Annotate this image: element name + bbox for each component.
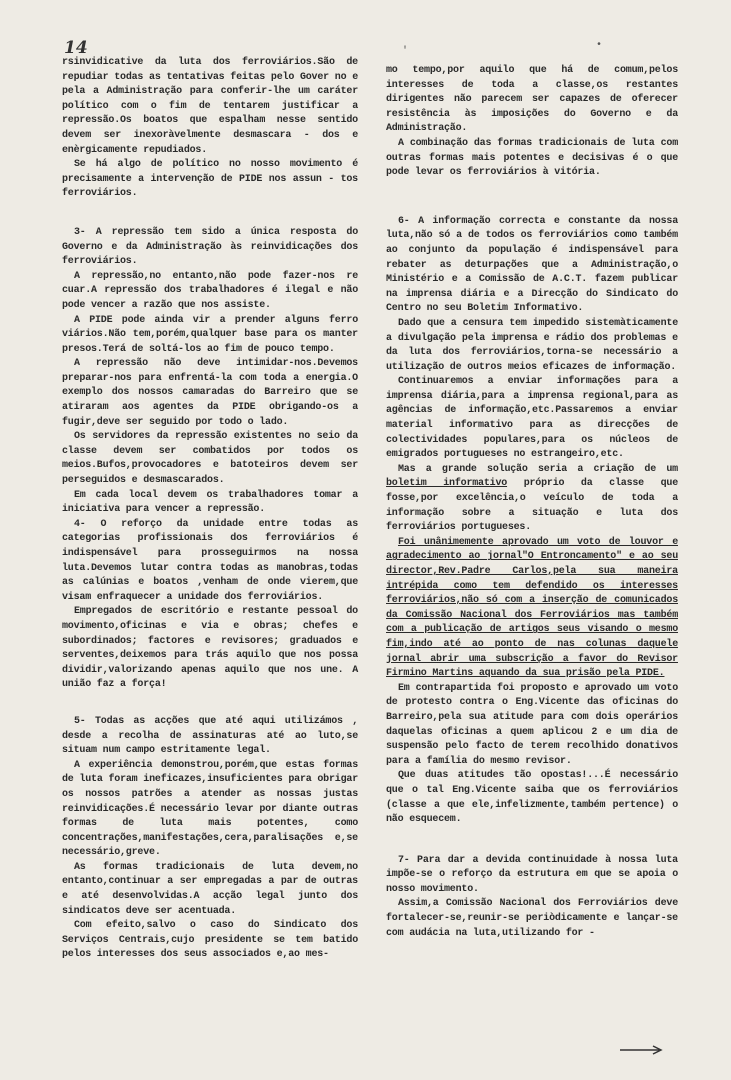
- section-3-paragraph: 3- A repressão tem sido a única resposta do Governo e da Administração às reinvidicações dos ferroviários.: [62, 226, 358, 268]
- paragraph: Em cada local devem os trabalhadores tomar a iniciativa para vencer a repressão.: [62, 489, 358, 516]
- right-column: [386, 64, 678, 941]
- underlined-boletim: boletim informativo: [386, 478, 508, 490]
- scan-mark: ': [402, 46, 409, 57]
- paragraph: Que duas atitudes tão opostas!...É necessário que o tal Eng.Vicente saiba que os ferroviários (classe a que ele,infelizmente,também pertence) o não esquecem.: [386, 770, 678, 826]
- section-6-paragraph: 6- A informação correcta e constante da nossa luta,não só a de todos os ferroviários como também ao conjunto da população é indispensável para rebater as deturpações que a Administração,o Ministério e a Comissão de A.C.T. fazem publicar na imprensa diária e a Direcção do Sindicato do Centro no seu Boletim Informativo.: [386, 215, 678, 315]
- section-5-paragraph: 5- Todas as acções que até aqui utilizámos , desde a recolha de assinaturas até ao luto,se situam num campo estritamente legal.: [62, 715, 358, 757]
- paragraph: Se há algo de político no nosso movimento é precisamente a intervenção de PIDE nos assun - tos ferroviários.: [62, 159, 358, 200]
- vote-of-praise-paragraph: [386, 536, 678, 682]
- left-column: [62, 56, 358, 963]
- paragraph: A repressão,no entanto,não pode fazer-nos re cuar.A repressão dos trabalhadores é ilegal e não pode vencer a razão que nos assiste.: [62, 270, 358, 311]
- underlined-text: Foi unânimemente aprovado um voto de louvor e agradecimento ao jornal"O Entroncamento" e ao seu director,Rev.Padre Carlos,pela sua maneira intrépida como tem defendido os interesses ferroviários,não só com a inserção de comunicados da Comissão Nacional dos Ferroviários mas também com a publicação de artigos seus visando o mesmo fim,indo até ao ponto de nas colunas daquele jornal abrir uma subscrição a favor do Revisor Firmino Martins aquando da sua prisão pela PIDE.: [386, 536, 678, 680]
- paragraph: Assim,a Comissão Nacional dos Ferroviários deve fortalecer-se,reunir-se periòdicamente e lançar-se com audácia na luta,utilizando for -: [386, 898, 678, 939]
- paragraph: Os servidores da repressão existentes no seio da classe devem ser combatidos por todos os meios.Bufos,provocadores e batoteiros devem ser perseguidos e desmascarados.: [62, 431, 358, 487]
- paragraph: As formas tradicionais de luta devem,no entanto,continuar a ser empregadas a par de outras e até desenvolvidas.A acção legal junto dos sindicatos deve ser acentuada.: [62, 861, 358, 917]
- page-number: 14: [64, 38, 88, 58]
- paragraph: A combinação das formas tradicionais de luta com outras formas mais potentes e decisivas é o que pode levar os ferroviários à vitória.: [386, 137, 678, 179]
- continue-arrow-icon: [620, 1045, 664, 1055]
- paragraph: Continuaremos a enviar informações para a imprensa diária,para a imprensa regional,para as agências de informação,etc.Passaremos a enviar material informativo para as direcções de colectividades populares,para os núcleos de emigrados portugueses no estrangeiro,etc.: [386, 376, 678, 461]
- scan-mark: •: [596, 40, 603, 51]
- paragraph: Em contrapartida foi proposto e aprovado um voto de protesto contra o Eng.Vicente das oficinas do Barreiro,pela sua atitude para com dois operários daquelas oficinas a quem aplicou 2 e um dia de suspensão pelo facto de terem recolhido donativos para a família do mesmo revisor.: [386, 682, 678, 767]
- paragraph: Dado que a censura tem impedido sistemàticamente a divulgação pela imprensa e rádio dos problemas e da luta dos ferroviários,torna-se necessário a utilização de outros meios eficazes de informação.: [386, 317, 678, 373]
- paragraph: A experiência demonstrou,porém,que estas formas de luta foram ineficazes,insuficientes para obrigar os nossos patrões a atender as nossas justas reinvidicações.É necessário levar por diante outras formas de luta mais potentes, como concentrações,manifestações,cera,paralisações e,se necessário,greve.: [62, 759, 358, 859]
- text-run: Mas a grande solução seria a criação de um: [398, 463, 678, 475]
- section-4-paragraph: 4- O reforço da unidade entre todas as categorias profissionais dos ferroviários é indispensável para prosseguirmos na nossa luta.Devemos lutar contra todas as manobras,todas as calúnias e boatos ,venham de onde vierem,que visam enfraquecer a unidade dos ferroviários.: [62, 518, 358, 603]
- paragraph: [386, 463, 678, 536]
- text-run: próprio da classe que fosse,por excelência,o veículo de toda a informação sobre a situação e luta dos ferroviários portugueses.: [386, 478, 679, 534]
- paragraph: rsinvidicative da luta dos ferroviários.São de repudiar todas as tentativas feitas pelo Gover no e pela a Administração para conferir-lhe um caráter político com o fim de tentarem justificar a repressão.Os boatos que espalham nesse sentido devem ser inexoràvelmente desmascara - dos e enèrgicamente repudiados.: [62, 57, 358, 156]
- paragraph: A repressão não deve intimidar-nos.Devemos preparar-nos para enfrentá-la com toda a energia.O exemplo dos nossos camaradas do Barreiro que se atiraram aos agentes da PIDE obrigando-os a fugir,deve ser seguido por todo o lado.: [62, 358, 358, 428]
- paragraph: mo tempo,por aquilo que há de comum,pelos interesses de toda a classe,os restantes dirigentes não parecem ser capazes de oferecer resistência às imposições do Governo e da Administração.: [386, 65, 678, 135]
- section-7-paragraph: 7- Para dar a devida continuidade à nossa luta impõe-se o reforço da estrutura em que se apoia o nosso movimento.: [386, 854, 678, 895]
- paragraph: Empregados de escritório e restante pessoal do movimento,oficinas e via e obras; chefes e subordinados; factores e revisores; graduados e serventes,deixemos para trás aquilo que nos possa dividir,valorizando apenas aquilo que nos une. A união faz a força!: [62, 606, 358, 691]
- paragraph: Com efeito,salvo o caso do Sindicato dos Serviços Centrais,cujo presidente se tem batido pelos interesses dos seus associados e,ao mes-: [62, 920, 358, 961]
- paragraph: A PIDE pode ainda vir a prender alguns ferro viários.Não tem,porém,qualquer base para os manter presos.Terá de soltá-los ao fim de pouco tempo.: [62, 314, 358, 355]
